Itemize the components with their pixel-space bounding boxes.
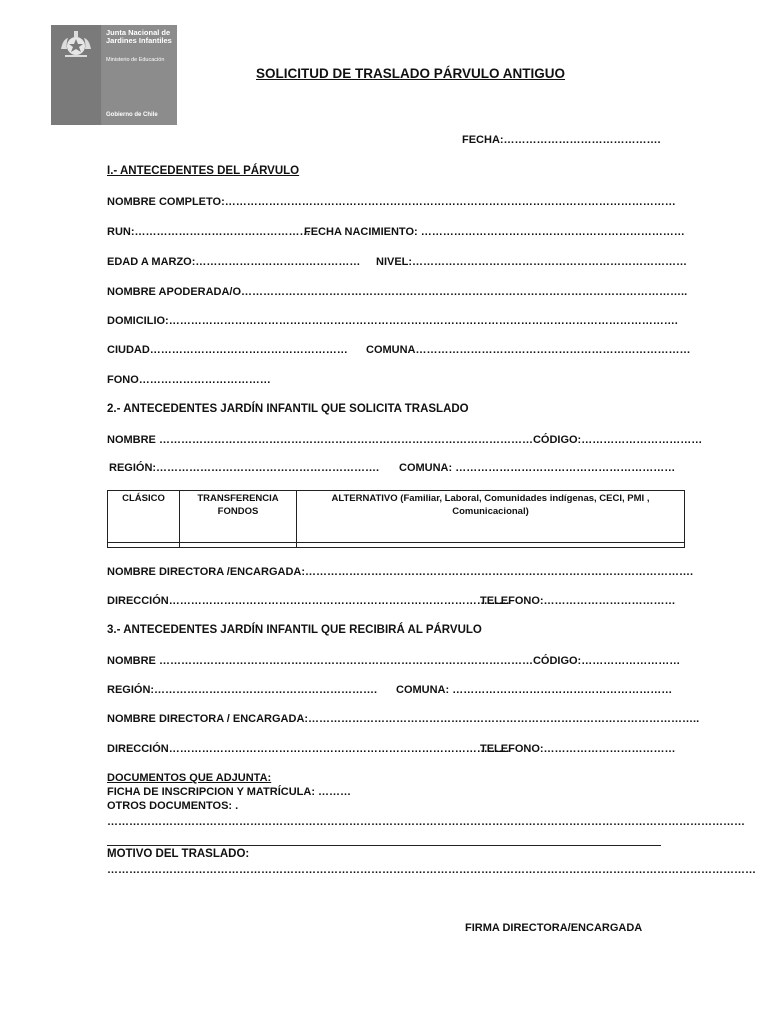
- logo-ministry-name: Ministerio de Educación: [106, 57, 165, 63]
- modalidad-header-row: [108, 491, 685, 543]
- fono-field[interactable]: FONO………………………………: [107, 374, 271, 386]
- modalidad-input-row: [108, 542, 685, 547]
- edad-marzo-field[interactable]: EDAD A MARZO:………………………………………: [107, 256, 361, 268]
- modalidad-cell-transferencia[interactable]: [180, 542, 297, 547]
- otros-documentos-field[interactable]: OTROS DOCUMENTOS: .: [107, 800, 239, 812]
- run-field[interactable]: RUN:…………………………………………: [107, 226, 311, 238]
- modalidad-header-transferencia: TRANSFERENCIA FONDOS: [180, 491, 297, 543]
- fecha-field[interactable]: FECHA:…………………………………….: [462, 134, 661, 146]
- nivel-field[interactable]: NIVEL:…………………………………………………………………: [376, 256, 688, 268]
- jjni-logo: [51, 25, 177, 125]
- section2-heading: 2.- ANTECEDENTES JARDÍN INFANTIL QUE SOLICITA TRASLADO: [107, 403, 469, 415]
- jardin-destino-nombre-field[interactable]: NOMBRE …………………………………………………………………………………………CÓDIGO:………………………: [107, 655, 681, 667]
- jardin-destino-directora-field[interactable]: NOMBRE DIRECTORA / ENCARGADA:……………………………………………………………………………………………..: [107, 713, 700, 725]
- logo-crest-panel: [51, 25, 101, 125]
- apoderado-field[interactable]: NOMBRE APODERADA/O…………………………………………………………………………………………………………..: [107, 286, 688, 298]
- jardin-origen-directora-field[interactable]: NOMBRE DIRECTORA /ENCARGADA:…………………………………………………………………………………………….: [107, 566, 694, 578]
- jardin-origen-direccion-field[interactable]: DIRECCIÓN…………………………………………………………………………………: [107, 595, 510, 607]
- motivo-heading: MOTIVO DEL TRASLADO:: [107, 848, 250, 860]
- document-title: SOLICITUD DE TRASLADO PÁRVULO ANTIGUO: [256, 66, 566, 81]
- modalidad-header-clasico: CLÁSICO: [108, 491, 180, 543]
- domicilio-field[interactable]: DOMICILIO:………………………………………………………………………………………………………………………….: [107, 315, 678, 327]
- section3-heading: 3.- ANTECEDENTES JARDÍN INFANTIL QUE RECIBIRÁ AL PÁRVULO: [107, 624, 482, 636]
- ficha-inscripcion-field[interactable]: FICHA DE INSCRIPCION Y MATRÍCULA: ………: [107, 786, 352, 798]
- modalidad-table: [107, 490, 685, 548]
- logo-institution-name: Junta Nacional de Jardines Infantiles: [106, 28, 172, 45]
- jardin-destino-direccion-field[interactable]: DIRECCIÓN…………………………………………………………………………………: [107, 743, 510, 755]
- motivo-line[interactable]: ……………………………………………………………………………………………………………………………………………………………: [107, 864, 756, 876]
- fecha-nacimiento-field[interactable]: FECHA NACIMIENTO: ………………………………………………………………: [304, 226, 685, 238]
- jardin-destino-comuna-field[interactable]: COMUNA: ……………………………………………………: [396, 684, 673, 696]
- ciudad-field[interactable]: CIUDAD………………………………………………: [107, 344, 348, 356]
- jardin-origen-telefono-field[interactable]: TELEFONO:………………………………: [480, 595, 676, 607]
- jardin-origen-region-field[interactable]: REGIÓN:…………………………………………………….: [109, 462, 380, 474]
- documentos-heading: DOCUMENTOS QUE ADJUNTA:: [107, 772, 272, 784]
- documentos-line[interactable]: …………………………………………………………………………………………………………………………………………………………: [107, 816, 745, 828]
- jardin-origen-comuna-field[interactable]: COMUNA: ……………………………………………………: [399, 462, 676, 474]
- section1-heading: I.- ANTECEDENTES DEL PÁRVULO: [107, 165, 300, 177]
- modalidad-header-alternativo: ALTERNATIVO (Familiar, Laboral, Comunidades indígenas, CECI, PMI , Comunicacional): [297, 491, 685, 543]
- nombre-completo-field[interactable]: NOMBRE COMPLETO:……………………………………………………………………………………………………………: [107, 196, 676, 208]
- section-divider: [107, 845, 661, 846]
- chile-crest-icon: [57, 29, 95, 59]
- modalidad-cell-alternativo[interactable]: [297, 542, 685, 547]
- firma-label: FIRMA DIRECTORA/ENCARGADA: [465, 922, 643, 934]
- comuna-field[interactable]: COMUNA…………………………………………………………………: [366, 344, 691, 356]
- modalidad-cell-clasico[interactable]: [108, 542, 180, 547]
- logo-government-name: Gobierno de Chile: [106, 112, 158, 118]
- jardin-destino-region-field[interactable]: REGIÓN:…………………………………………………….: [107, 684, 378, 696]
- jardin-destino-telefono-field[interactable]: TELEFONO:………………………………: [480, 743, 676, 755]
- jardin-origen-nombre-field[interactable]: NOMBRE …………………………………………………………………………………………CÓDIGO:……………………………: [107, 434, 703, 446]
